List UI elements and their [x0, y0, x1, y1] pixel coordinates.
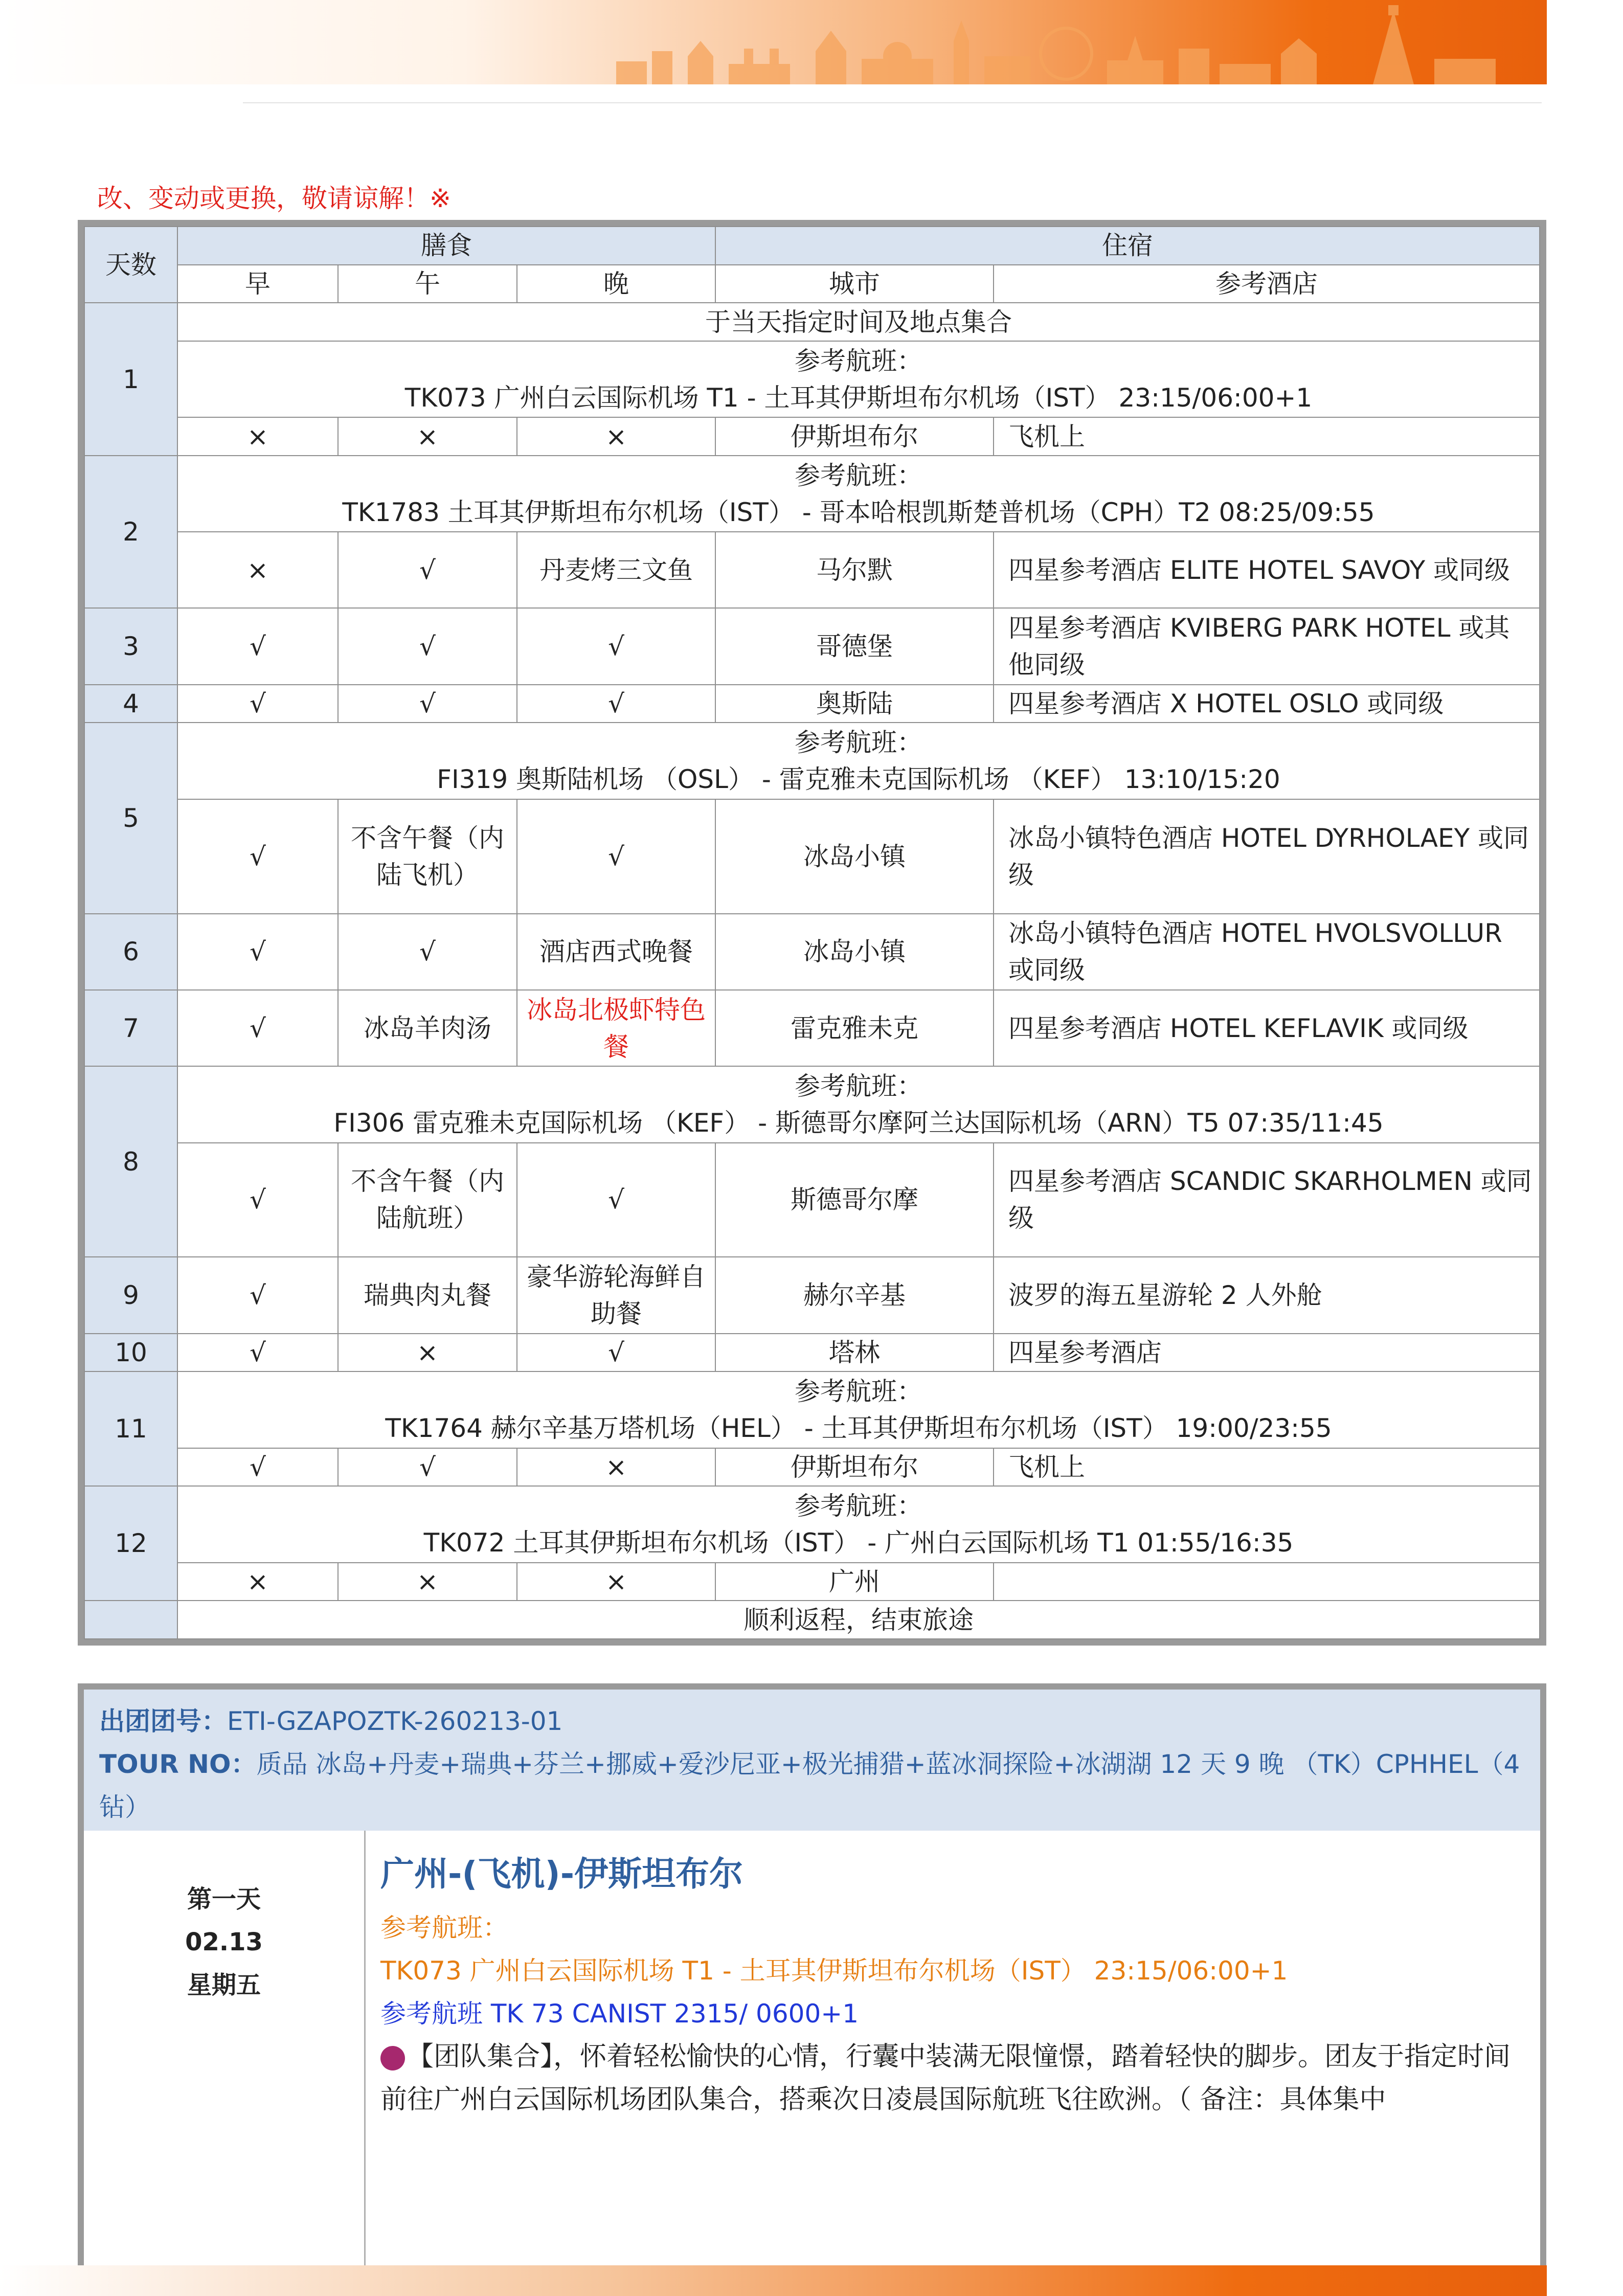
flight-label: 参考航班：: [795, 1491, 922, 1521]
hotel-cell: 冰岛小镇特色酒店 HOTEL DYRHOLAEY 或同级: [994, 799, 1540, 914]
lunch-cell: ×: [338, 417, 517, 456]
hotel-cell: 波罗的海五星游轮 2 人外舱: [994, 1257, 1540, 1333]
lunch-header: 午: [338, 265, 517, 303]
hotel-cell: 四星参考酒店 X HOTEL OSLO 或同级: [994, 685, 1540, 723]
lunch-cell: 冰岛羊肉汤: [338, 990, 517, 1066]
day-number: 12: [84, 1486, 177, 1601]
city-cell: 赫尔辛基: [715, 1257, 994, 1333]
tour-no-line: [99, 1743, 1525, 1829]
hotel-cell: [994, 1563, 1540, 1601]
breakfast-cell: √: [177, 1143, 338, 1257]
breakfast-cell: √: [177, 1448, 338, 1487]
dinner-header: 晚: [517, 265, 715, 303]
day-number: 5: [84, 723, 177, 913]
city-cell: 塔林: [715, 1334, 994, 1372]
day-label: 第一天: [187, 1885, 261, 1914]
lunch-cell: √: [338, 685, 517, 723]
city-cell: 伊斯坦布尔: [715, 417, 994, 456]
breakfast-cell: ×: [177, 1563, 338, 1601]
group-code-line: [99, 1700, 1525, 1743]
description-text: 【团队集合】，怀着轻松愉快的心情，行囊中装满无限憧憬，踏着轻快的脚步。团友于指定时间前往广州白云国际机场团队集合，搭乘次日凌晨国际航班飞往欧洲。（ 备注：具体集中: [380, 2041, 1511, 2115]
day-content: [380, 1831, 1530, 2121]
footer-bar: [0, 2265, 1547, 2296]
city-header: 城市: [715, 265, 994, 303]
day-number: 10: [84, 1334, 177, 1372]
city-cell: 斯德哥尔摩: [715, 1143, 994, 1257]
hotel-cell: 四星参考酒店 SCANDIC SKARHOLMEN 或同级: [994, 1143, 1540, 1257]
flight-info: TK073 广州白云国际机场 T1 - 土耳其伊斯坦布尔机场（IST） 23:15/06:00+1: [404, 382, 1313, 413]
lunch-cell: √: [338, 1448, 517, 1487]
dinner-cell: ×: [517, 1448, 715, 1487]
dinner-cell: 丹麦烤三文鱼: [517, 532, 715, 608]
hotel-cell: 四星参考酒店: [994, 1334, 1540, 1372]
breakfast-cell: √: [177, 990, 338, 1066]
day-header: 天数: [84, 227, 177, 303]
day-date: 02.13: [185, 1928, 263, 1956]
hotel-cell: 四星参考酒店 KVIBERG PARK HOTEL 或其他同级: [994, 608, 1540, 684]
flight-cell: [177, 723, 1540, 799]
dinner-cell: √: [517, 1334, 715, 1372]
day-number: 2: [84, 456, 177, 609]
day-number: 1: [84, 303, 177, 456]
dinner-cell: ×: [517, 1563, 715, 1601]
group-code: ETI-GZAPOZTK-260213-01: [227, 1706, 563, 1736]
flight-cell: [177, 1066, 1540, 1142]
header-divider: [243, 102, 1542, 103]
bullet-icon: [380, 2046, 405, 2070]
itinerary-table: [78, 220, 1546, 1646]
hotel-cell: 飞机上: [994, 417, 1540, 456]
lunch-cell: 不含午餐（内陆飞机）: [338, 799, 517, 914]
lunch-cell: 不含午餐（内陆航班）: [338, 1143, 517, 1257]
dinner-cell: √: [517, 1143, 715, 1257]
hotel-cell: 飞机上: [994, 1448, 1540, 1487]
tour-info-header: [84, 1690, 1540, 1831]
day-number: 9: [84, 1257, 177, 1333]
flight-info: TK1783 土耳其伊斯坦布尔机场（IST） - 哥本哈根凯斯楚普机场（CPH）T2 08:25/09:55: [342, 497, 1375, 527]
dinner-cell: √: [517, 685, 715, 723]
lunch-cell: √: [338, 532, 517, 608]
lunch-cell: ×: [338, 1563, 517, 1601]
end-note: 顺利返程，结束旅途: [177, 1601, 1540, 1639]
dinner-cell: ×: [517, 417, 715, 456]
breakfast-cell: √: [177, 685, 338, 723]
hotel-cell: 冰岛小镇特色酒店 HOTEL HVOLSVOLLUR 或同级: [994, 914, 1540, 990]
day-number: 4: [84, 685, 177, 723]
day-number: 11: [84, 1371, 177, 1486]
dinner-cell: √: [517, 608, 715, 684]
flight-info: FI319 奥斯陆机场 （OSL） - 雷克雅未克国际机场 （KEF） 13:10/15:20: [437, 764, 1280, 795]
city-cell: 冰岛小镇: [715, 914, 994, 990]
dinner-cell: √: [517, 799, 715, 914]
day-date-column: [84, 1831, 366, 2296]
flight-cell: [177, 1486, 1540, 1562]
breakfast-cell: ×: [177, 532, 338, 608]
breakfast-cell: √: [177, 608, 338, 684]
hotel-cell: 四星参考酒店 HOTEL KEFLAVIK 或同级: [994, 990, 1540, 1066]
flight-code: 参考航班 TK 73 CANIST 2315/ 0600+1: [380, 1999, 859, 2029]
breakfast-cell: √: [177, 799, 338, 914]
day-number: 8: [84, 1066, 177, 1257]
hotel-cell: 四星参考酒店 ELITE HOTEL SAVOY 或同级: [994, 532, 1540, 608]
header-banner: [0, 0, 1547, 84]
dinner-cell: 豪华游轮海鲜自助餐: [517, 1257, 715, 1333]
tour-no-label: TOUR NO：: [99, 1749, 257, 1779]
flight-cell: [177, 341, 1540, 417]
tour-detail-box: [78, 1683, 1546, 2296]
flight-label: 参考航班：: [795, 1071, 922, 1101]
flight-info: TK072 土耳其伊斯坦布尔机场（IST） - 广州白云国际机场 T1 01:55/16:35: [423, 1527, 1294, 1558]
city-cell: 哥德堡: [715, 608, 994, 684]
flight-label: 参考航班：: [795, 346, 922, 376]
flight-label: 参考航班：: [380, 1913, 508, 1943]
day-number: 7: [84, 990, 177, 1066]
day-detail: [84, 1831, 1540, 2296]
city-cell: 冰岛小镇: [715, 799, 994, 914]
flight-cell: [177, 456, 1540, 532]
flight-label: 参考航班：: [795, 728, 922, 758]
lunch-cell: ×: [338, 1334, 517, 1372]
stay-header: 住宿: [715, 227, 1540, 265]
city-skyline-icon: [575, 0, 1547, 84]
city-cell: 奥斯陆: [715, 685, 994, 723]
notice-text: 改、变动或更换，敬请谅解！※: [97, 184, 451, 213]
breakfast-cell: √: [177, 1257, 338, 1333]
flight-cell: [177, 1371, 1540, 1448]
dinner-cell: 酒店西式晚餐: [517, 914, 715, 990]
day-number: 3: [84, 608, 177, 684]
flight-label: 参考航班：: [795, 1377, 922, 1407]
assembly-note: 于当天指定时间及地点集合: [177, 303, 1540, 341]
lunch-cell: √: [338, 914, 517, 990]
day-description: [380, 2035, 1530, 2121]
city-cell: 伊斯坦布尔: [715, 1448, 994, 1487]
day-title: 广州-(飞机)-伊斯坦布尔: [380, 1854, 743, 1894]
day-number-empty: [84, 1601, 177, 1639]
lunch-cell: √: [338, 608, 517, 684]
breakfast-cell: √: [177, 914, 338, 990]
breakfast-header: 早: [177, 265, 338, 303]
tour-name: 质品 冰岛+丹麦+瑞典+芬兰+挪威+爱沙尼亚+极光捕猎+蓝冰洞探险+冰湖湖 12 天 9 晚 （TK）CPHHEL（4 钻）: [99, 1749, 1520, 1822]
day-number: 6: [84, 914, 177, 990]
breakfast-cell: √: [177, 1334, 338, 1372]
city-cell: 雷克雅未克: [715, 990, 994, 1066]
dinner-cell-highlight: 冰岛北极虾特色餐: [517, 990, 715, 1066]
flight-info: FI306 雷克雅未克国际机场 （KEF） - 斯德哥尔摩阿兰达国际机场（ARN）T5 07:35/11:45: [333, 1108, 1384, 1138]
flight-label: 参考航班：: [795, 460, 922, 490]
flight-info: TK073 广州白云国际机场 T1 - 土耳其伊斯坦布尔机场（IST） 23:15/06:00+1: [380, 1956, 1288, 1986]
city-cell: 马尔默: [715, 532, 994, 608]
lunch-cell: 瑞典肉丸餐: [338, 1257, 517, 1333]
breakfast-cell: ×: [177, 417, 338, 456]
meals-header: 膳食: [177, 227, 715, 265]
hotel-header: 参考酒店: [994, 265, 1540, 303]
flight-info: TK1764 赫尔辛基万塔机场（HEL） - 土耳其伊斯坦布尔机场（IST） 19:00/23:55: [385, 1413, 1332, 1444]
group-code-label: 出团团号：: [99, 1706, 227, 1736]
city-cell: 广州: [715, 1563, 994, 1601]
day-weekday: 星期五: [187, 1971, 261, 1999]
